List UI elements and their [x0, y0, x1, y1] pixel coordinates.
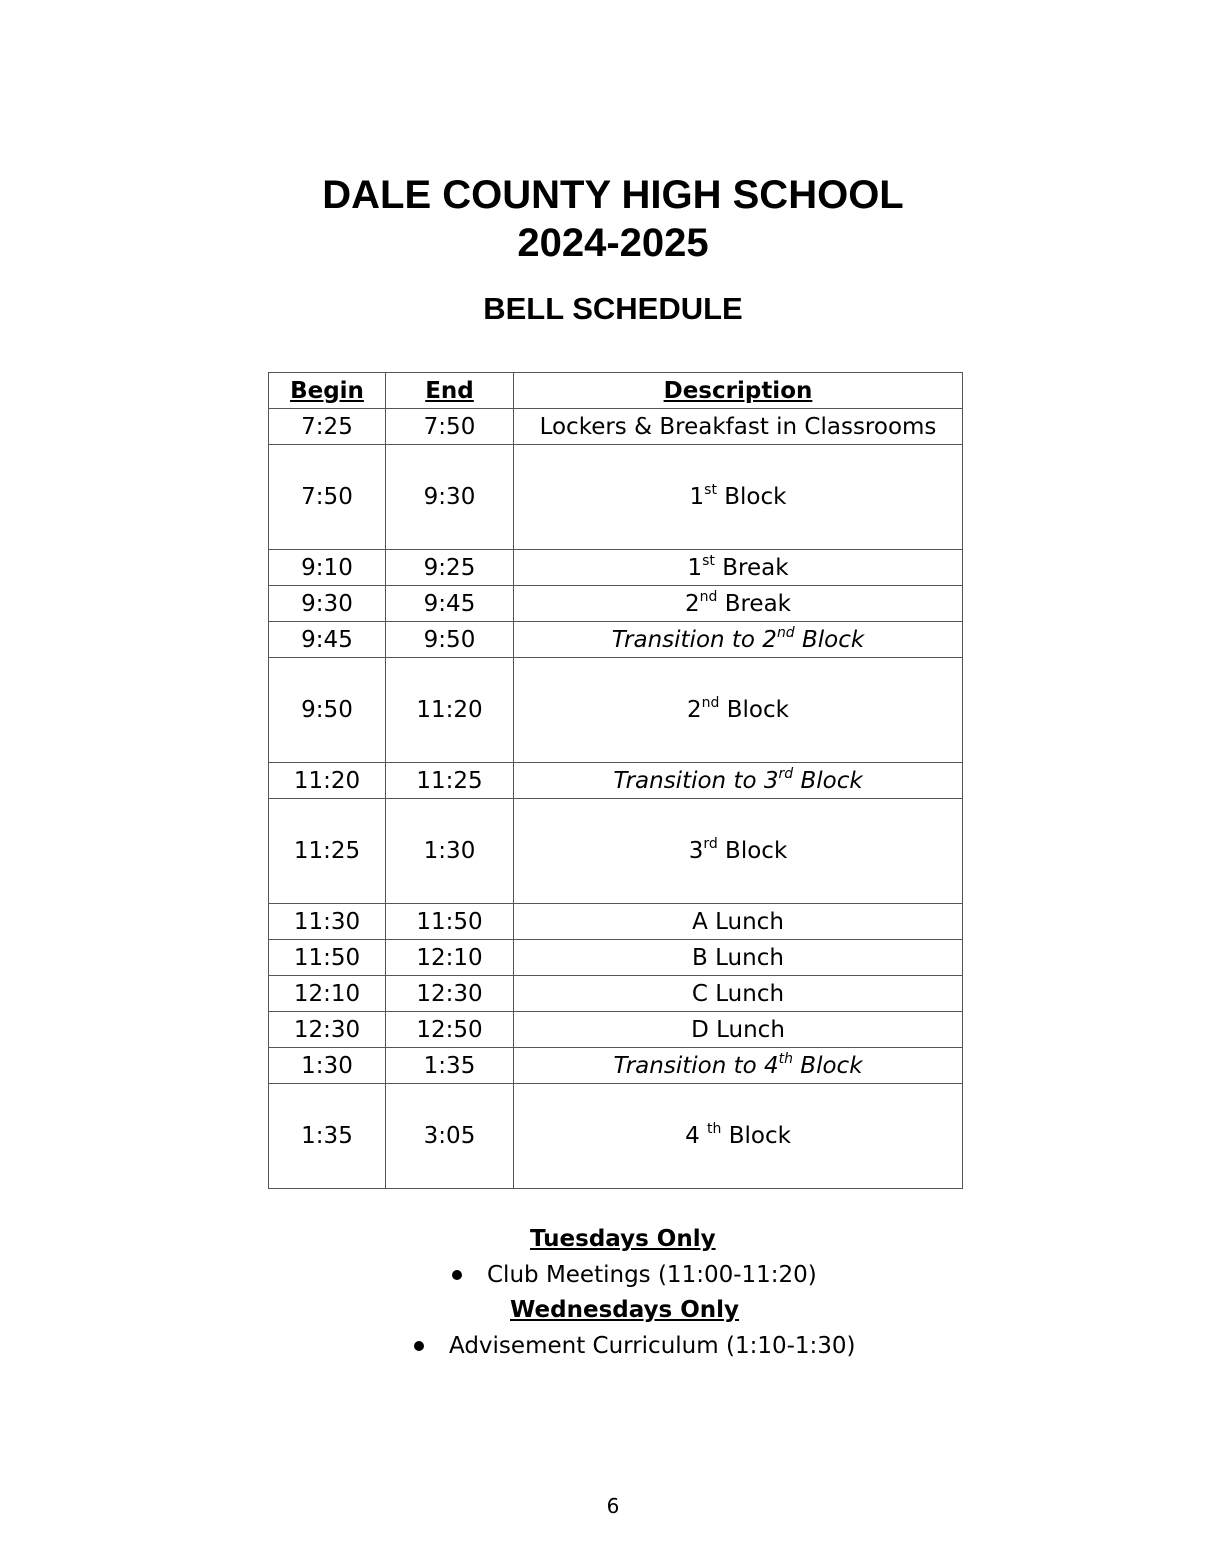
end-cell: 9:45 [386, 586, 514, 622]
end-cell: 7:50 [386, 409, 514, 445]
begin-cell: 9:30 [269, 586, 386, 622]
school-title: DALE COUNTY HIGH SCHOOL [322, 173, 904, 217]
description-text-suffix: Block [794, 626, 865, 653]
begin-cell: 9:10 [269, 550, 386, 586]
ordinal-suffix: nd [776, 624, 795, 641]
description-text: 3 [688, 838, 704, 864]
page-number: 6 [606, 1494, 620, 1518]
tuesday-item: Club Meetings (11:00-11:20) [487, 1262, 817, 1288]
table-row [269, 409, 963, 445]
begin-cell: 1:30 [269, 1048, 386, 1084]
description-cell [514, 1012, 963, 1048]
table-row [269, 586, 963, 622]
description-cell [514, 763, 963, 799]
table-row [269, 799, 963, 904]
description-cell [514, 940, 963, 976]
table-row [269, 763, 963, 799]
ordinal-suffix: rd [703, 836, 718, 852]
end-cell: 11:50 [386, 904, 514, 940]
ordinal-suffix: nd [701, 695, 720, 711]
bullet-icon [414, 1341, 424, 1351]
description-text: Lockers & Breakfast in Classrooms [539, 413, 937, 440]
end-cell: 1:30 [386, 799, 514, 904]
description-cell [514, 904, 963, 940]
end-cell: 12:30 [386, 976, 514, 1012]
description-cell [514, 409, 963, 445]
table-row [269, 1012, 963, 1048]
description-text-suffix: Block [721, 1123, 791, 1149]
begin-cell: 1:35 [269, 1084, 386, 1189]
end-cell: 9:50 [386, 622, 514, 658]
begin-cell: 11:20 [269, 763, 386, 799]
ordinal-suffix: st [702, 552, 715, 569]
table-row [269, 1048, 963, 1084]
begin-cell: 7:25 [269, 409, 386, 445]
begin-cell: 12:30 [269, 1012, 386, 1048]
table-header-row [269, 373, 963, 409]
bell-schedule-table [268, 372, 963, 1189]
end-cell: 11:20 [386, 658, 514, 763]
description-text: 1 [689, 484, 705, 510]
ordinal-suffix: th [778, 1050, 793, 1067]
begin-cell: 9:45 [269, 622, 386, 658]
description-text: C Lunch [691, 980, 785, 1007]
begin-cell: 11:50 [269, 940, 386, 976]
description-text: 2 [684, 590, 700, 617]
column-header-end: End [386, 373, 514, 409]
description-text-suffix: Break [714, 554, 789, 581]
ordinal-suffix: rd [778, 765, 794, 782]
description-cell [514, 586, 963, 622]
description-cell [514, 1048, 963, 1084]
description-text-suffix: Block [716, 484, 787, 510]
description-cell [514, 799, 963, 904]
table-row [269, 976, 963, 1012]
begin-cell: 9:50 [269, 658, 386, 763]
begin-cell: 11:30 [269, 904, 386, 940]
end-cell: 9:30 [386, 445, 514, 550]
begin-cell: 12:10 [269, 976, 386, 1012]
end-cell: 11:25 [386, 763, 514, 799]
begin-cell: 7:50 [269, 445, 386, 550]
description-cell [514, 1084, 963, 1189]
description-text: A Lunch [692, 908, 784, 935]
description-text: Transition to 4 [613, 1052, 779, 1079]
description-text: D Lunch [691, 1016, 785, 1043]
table-row [269, 445, 963, 550]
table-row [269, 550, 963, 586]
description-cell [514, 550, 963, 586]
description-text-suffix: Block [793, 1052, 863, 1079]
column-header-description: Description [514, 373, 963, 409]
description-text-suffix: Block [717, 838, 788, 864]
table-row [269, 1084, 963, 1189]
description-text: B Lunch [692, 944, 784, 971]
end-cell: 12:10 [386, 940, 514, 976]
bullet-icon [452, 1270, 462, 1280]
table-row [269, 904, 963, 940]
description-text: 1 [687, 554, 703, 581]
description-text: 4 [685, 1123, 708, 1149]
school-year: 2024-2025 [517, 221, 709, 265]
ordinal-suffix: nd [699, 588, 718, 605]
schedule-title: BELL SCHEDULE [483, 291, 743, 326]
begin-cell: 11:25 [269, 799, 386, 904]
end-cell: 12:50 [386, 1012, 514, 1048]
description-text-suffix: Block [793, 767, 863, 794]
tuesdays-heading: Tuesdays Only [530, 1226, 716, 1252]
description-text-suffix: Block [719, 697, 789, 723]
table-row [269, 622, 963, 658]
table-row [269, 940, 963, 976]
end-cell: 9:25 [386, 550, 514, 586]
table-row [269, 658, 963, 763]
description-text: Transition to 2 [611, 626, 777, 653]
description-cell [514, 622, 963, 658]
wednesdays-heading: Wednesdays Only [510, 1297, 740, 1323]
ordinal-suffix: st [704, 482, 717, 498]
ordinal-suffix: th [707, 1121, 722, 1137]
description-text: 2 [687, 697, 702, 723]
description-text-suffix: Break [717, 590, 791, 617]
description-text: Transition to 3 [613, 767, 779, 794]
description-cell [514, 658, 963, 763]
wednesday-item: Advisement Curriculum (1:10-1:30) [449, 1333, 856, 1359]
description-cell [514, 976, 963, 1012]
end-cell: 3:05 [386, 1084, 514, 1189]
end-cell: 1:35 [386, 1048, 514, 1084]
description-cell [514, 445, 963, 550]
column-header-begin: Begin [269, 373, 386, 409]
